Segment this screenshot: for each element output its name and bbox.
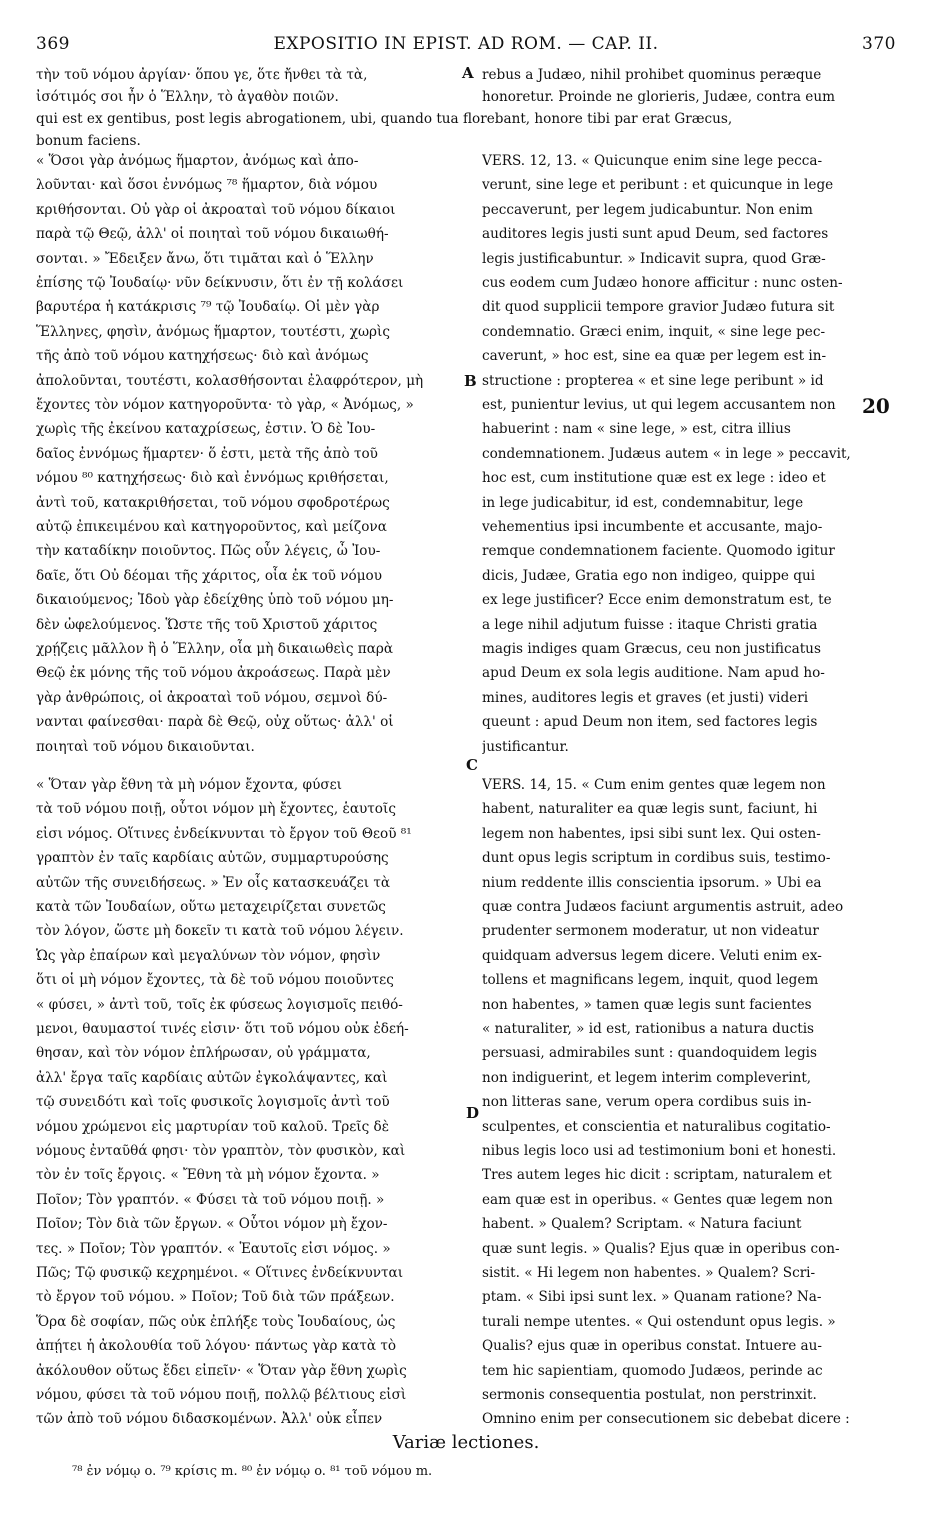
intro-wide-line: qui est ex gentibus, post legis abrogationem, ubi, quando tua florebant, honore tibi par erat Græcus, [36,111,733,127]
greek-line: ἀλλ' ἔργα ταῖς καρδίαις αὐτῶν ἐγκολάψαντες, καὶ [36,1069,388,1086]
latin-line: VERS. 14, 15. « Cum enim gentes quæ legem non [482,777,826,793]
intro-wide-line: bonum faciens. [36,133,141,149]
greek-line: Ποῖον; Τὸν γραπτόν. « Φύσει τὰ τοῦ νόμου ποιῇ. » [36,1191,385,1208]
latin-line: nibus legis loco usi ad testimonium boni et honesti. [482,1143,837,1159]
latin-line: quæ contra Judæos faciunt argumentis astruit, adeo [482,899,844,915]
greek-line: λοῦνται· καὶ ὅσοι ἐννόμως ⁷⁸ ἥμαρτον, διὰ νόμου [36,177,378,194]
greek-line: αὐτῷ ἐπικειμένου καὶ κατηγοροῦντος, καὶ μείζονα [36,519,387,535]
variae-lectiones-notes: ⁷⁸ ἐν νόμῳ o. ⁷⁹ κρίσις m. ⁸⁰ ἐν νόμῳ o. ⁸¹ τοῦ νόμου m. [72,1464,433,1479]
latin-line: magis indiges quam Græcus, ceu non justificatus [482,641,821,657]
greek-line: « Ὅταν γὰρ ἔθνη τὰ μὴ νόμον ἔχοντα, φύσει [36,777,342,793]
latin-line: prudenter sermonem moderatur, ut non videatur [482,923,819,940]
latin-line: justificantur. [482,738,569,755]
latin-line: eam quæ est in operibus. « Gentes quæ legem non [482,1191,833,1208]
greek-line: Θεῷ ἐκ μόνης τῆς τοῦ νόμου ἀκροάσεως. Παρὰ μὲν [36,665,391,682]
greek-line: εἰσι νόμος. Οἵτινες ἐνδείκνυνται τὸ ἔργον τοῦ Θεοῦ ⁸¹ [36,825,412,842]
latin-line: hoc est, cum institutione quæ est ex lege : ideo et [482,470,826,487]
latin-line: in lege judicabitur, id est, condemnabitur, lege [482,494,804,511]
latin-line: apud Deum ex sola legis auditione. Nam apud ho- [482,665,825,682]
latin-line: caverunt, » hoc est, sine ea quæ per legem est in- [482,348,827,365]
latin-line: turali nempe utentes. « Qui ostendunt opus legis. » [482,1313,836,1330]
greek-line: Ὡς γὰρ ἐπαίρων καὶ μεγαλύνων τὸν νόμον, φησὶν [36,947,381,964]
latin-line: tem hic sapientiam, quomodo Judæos, perinde ac [482,1362,823,1379]
variae-lectiones-title: Variæ lectiones. [392,1432,540,1453]
greek-line: ἔχοντες τὸν νόμον κατηγοροῦντα· τὸ γὰρ, « Ἀνόμως, » [36,397,414,413]
greek-line: δὲν ὠφελούμενος. Ὥστε τῆς τοῦ Χριστοῦ χάριτος [36,616,378,633]
greek-line: γὰρ ἀνθρώποις, οἱ ἀκροαταὶ τοῦ νόμου, σεμνοὶ δύ- [36,689,388,706]
intro-latin-line: honoretur. Proinde ne glorieris, Judæe, contra eum [482,89,835,105]
greek-line: τὸ ἔργον τοῦ νόμου. » Ποῖον; Τοῦ διὰ τῶν πράξεων. [36,1289,395,1306]
latin-line: habent, naturaliter ea quæ legis sunt, faciunt, hi [482,801,818,818]
latin-line: legis justificabuntur. » Indicavit supra, quod Græ- [482,250,826,267]
greek-line: νόμου χρώμενοι εἰς μαρτυρίαν τοῦ καλοῦ. Τρεῖς δὲ [36,1118,390,1135]
latin-line: vehementius ipsi incumbente et accusante, majo- [482,519,823,535]
greek-line: νόμου ⁸⁰ κατηχήσεως· διὸ καὶ ἐννόμως κριθήσεται, [36,470,389,487]
margin-letter-d: D [466,1104,480,1122]
greek-line: σονται. » Ἔδειξεν ἄνω, ὅτι τιμᾶται καὶ ὁ Ἕλλην [36,250,374,267]
intro-greek-line: τὴν τοῦ νόμου ἀργίαν· ὅπου γε, ὅτε ἤνθει τὰ τὰ, [36,67,368,83]
column-number-marker: 20 [862,394,890,418]
greek-line: τὸν λόγον, ὥστε μὴ δοκεῖν τι κατὰ τοῦ νόμου λέγειν. [36,923,404,940]
latin-line: mines, auditores legis et graves (et justi) videri [482,689,809,706]
latin-line: cus eodem cum Judæo honore afficitur : nunc osten- [482,275,843,291]
greek-line: Ἕλληνες, φησὶν, ἀνόμως ἥμαρτον, τουτέστι, χωρὶς [36,323,390,340]
intro-greek-line: ἰσότιμός σοι ἦν ὁ Ἕλλην, τὸ ἀγαθὸν ποιῶν. [36,89,339,105]
latin-line: sculpentes, et conscientia et naturalibus cogitatio- [482,1118,831,1135]
latin-line: non indiguerint, et legem interim compleverint, [482,1069,812,1086]
latin-line: peccaverunt, per legem judicabuntur. Non enim [482,201,813,218]
greek-line: ποιηταὶ τοῦ νόμου δικαιοῦνται. [36,738,255,755]
page-number-right: 370 [862,34,896,54]
greek-line: χωρὶς τῆς ἐκείνου καταχρίσεως, ἐστιν. Ὁ δὲ Ἰου- [36,421,376,438]
greek-line: « Ὅσοι γὰρ ἀνόμως ἥμαρτον, ἀνόμως καὶ ἀπο- [36,153,359,169]
greek-line: Ὅρα δὲ σοφίαν, πῶς οὐκ ἐπλήξε τοὺς Ἰουδαίους, ὡς [36,1313,396,1330]
latin-line: Omnino enim per consecutionem sic debebat dicere : [482,1411,850,1428]
greek-line: θησαν, καὶ τὸν νόμον ἐπλήρωσαν, οὐ γράμματα, [36,1045,371,1062]
latin-line: queunt : apud Deum non item, sed factores legis [482,714,818,731]
greek-line: « φύσει, » ἀντὶ τοῦ, τοῖς ἐκ φύσεως λογισμοῖς πειθό- [36,996,403,1013]
latin-line: « naturaliter, » id est, rationibus a natura ductis [482,1021,815,1037]
greek-line: τῶν ἀπὸ τοῦ νόμου διδασκομένων. Ἀλλ' οὐκ εἶπεν [36,1411,383,1428]
greek-line: αὐτῶν τῆς συνειδήσεως. » Ἐν οἷς κατασκευάζει τὰ [36,874,391,891]
greek-line: τῆς ἀπὸ τοῦ νόμου κατηχήσεως· διὸ καὶ ἀνόμως [36,348,369,365]
latin-line: verunt, sine lege et peribunt : et quicunque in lege [482,177,834,194]
latin-line: condemnationem. Judæus autem « in lege » peccavit, [482,445,851,462]
greek-line: ὅτι οἱ μὴ νόμον ἔχοντες, τὰ δὲ τοῦ νόμου ποιοῦντες [36,972,394,989]
latin-line: non habentes, » tamen quæ legis sunt facientes [482,996,812,1013]
greek-line: παρὰ τῷ Θεῷ, ἀλλ' οἱ ποιηταὶ τοῦ νόμου δικαιωθή- [36,226,389,243]
page-title: EXPOSITIO IN EPIST. AD ROM. — CAP. II. [273,34,659,54]
greek-line: δαῖος ἐννόμως ἥμαρτεν· ὅ ἐστι, μετὰ τῆς ἀπὸ τοῦ [36,445,378,462]
greek-line: Πῶς; Τῷ φυσικῷ κεχρημένοι. « Οἵτινες ἐνδείκνυνται [36,1265,404,1281]
greek-line: τὴν καταδίκην ποιοῦντος. Πῶς οὖν λέγεις, ὦ Ἰου- [36,543,381,560]
greek-line: βαρυτέρα ἡ κατάκρισις ⁷⁹ τῷ Ἰουδαίῳ. Οἱ μὲν γὰρ [36,299,380,316]
greek-line: χρῄζεις μᾶλλον ἢ ὁ Ἕλλην, οἷα μὴ δικαιωθεὶς παρὰ [36,641,394,657]
intro-latin-line: rebus a Judæo, nihil prohibet quominus peræque [482,67,822,83]
latin-line: habuerint : nam « sine lege, » est, citra illius [482,421,791,438]
latin-line: persuasi, admirabiles sunt : quandoquidem legis [482,1045,817,1062]
latin-line: auditores legis justi sunt apud Deum, sed factores [482,226,829,243]
margin-letter-c: C [466,756,478,774]
greek-line: δαῖε, ὅτι Οὐ δέομαι τῆς χάριτος, οἷα ἐκ τοῦ νόμου [36,567,382,584]
latin-line: quidquam adversus legem dicere. Veluti enim ex- [482,947,822,964]
greek-line: μενοι, θαυμαστοί τινές εἰσιν· ὅτι τοῦ νόμου οὐκ ἐδεή- [36,1021,409,1037]
running-head [36,34,896,58]
greek-line: ἀκόλουθον οὕτως ἔδει εἰπεῖν· « Ὅταν γὰρ ἔθνη χωρὶς [36,1362,407,1379]
latin-line: non litteras sane, verum opera cordibus suis in- [482,1094,812,1111]
latin-line: structione : propterea « et sine lege peribunt » id [482,372,824,389]
latin-line: ptam. « Sibi ipsi sunt lex. » Quanam ratione? Na- [482,1289,822,1306]
latin-line: dit quod supplicii tempore gravior Judæo futura sit [482,299,835,316]
latin-line: Qualis? ejus quæ in operibus constat. Intuere au- [482,1338,823,1355]
greek-line: Ποῖον; Τὸν διὰ τῶν ἔργων. « Οὗτοι νόμον μὴ ἔχον- [36,1216,388,1233]
greek-line: τὰ τοῦ νόμου ποιῇ, οὗτοι νόμον μὴ ἔχοντες, ἑαυτοῖς [36,801,396,818]
latin-line: Tres autem leges hic dicit : scriptam, naturalem et [482,1167,832,1184]
greek-line: τῷ συνειδότι καὶ τοῖς φυσικοῖς λογισμοῖς ἀντὶ τοῦ [36,1094,390,1111]
greek-line: ἀπῄτει ἡ ἀκολουθία τοῦ λόγου· πάντως γὰρ κατὰ τὸ [36,1338,397,1355]
latin-line: habent. » Qualem? Scriptam. « Natura faciunt [482,1216,802,1233]
latin-line: condemnatio. Græci enim, inquit, « sine lege pec- [482,323,826,340]
latin-line: ex lege justificer? Ecce enim demonstratum est, te [482,592,832,609]
latin-line: tollens et magnificans legem, inquit, quod legem [482,972,819,989]
latin-line: dunt opus legis scriptum in cordibus suis, testimo- [482,850,831,867]
latin-line: sermonis consequentia postulat, non perstrinxit. [482,1387,817,1403]
latin-line: est, punientur levius, ut qui legem accusantem non [482,397,836,413]
greek-line: ἀπολοῦνται, τουτέστι, κολασθήσονται ἐλαφρότερον, μὴ [36,372,424,389]
latin-line: a lege nihil adjutum fuisse : itaque Christi gratia [482,616,818,633]
latin-line: remque condemnationem faciente. Quomodo igitur [482,543,835,560]
greek-line: ἀντὶ τοῦ, κατακριθήσεται, τοῦ νόμου σφοδροτέρως [36,494,390,511]
margin-letter-a: A [462,64,474,82]
greek-line: γραπτὸν ἐν ταῖς καρδίαις αὐτῶν, συμμαρτυρούσης [36,850,389,867]
latin-line: dicis, Judæe, Gratia ego non indigeo, quippe qui [482,567,816,584]
greek-line: κριθήσονται. Οὐ γὰρ οἱ ἀκροαταὶ τοῦ νόμου δίκαιοι [36,201,396,218]
latin-line: legem non habentes, ipsi sibi sunt lex. Qui osten- [482,825,821,842]
page-number-left: 369 [36,34,70,54]
greek-line: δικαιούμενος; Ἰδοὺ γὰρ ἐδείχθης ὑπὸ τοῦ νόμου μη- [36,592,394,609]
latin-line: nium reddente illis conscientia ipsorum. » Ubi ea [482,874,822,891]
greek-line: κατὰ τῶν Ἰουδαίων, οὕτω μεταχειρίζεται συνετῶς [36,899,386,915]
greek-line: τες. » Ποῖον; Τὸν γραπτόν. « Ἑαυτοῖς εἰσι νόμος. » [36,1240,391,1257]
greek-line: τὸν ἐν τοῖς ἔργοις. « Ἔθνη τὰ μὴ νόμον ἔχοντα. » [36,1167,380,1184]
greek-line: ἐπίσης τῷ Ἰουδαίῳ· νῦν δείκνυσιν, ὅτι ἐν τῇ κολάσει [36,275,404,291]
latin-line: quæ sunt legis. » Qualis? Ejus quæ in operibus con- [482,1240,840,1257]
greek-line: νόμου, φύσει τὰ τοῦ νόμου ποιῇ, πολλῷ βέλτιους εἰσὶ [36,1387,407,1403]
margin-letter-b: B [464,372,477,390]
latin-line: VERS. 12, 13. « Quicunque enim sine lege pecca- [482,153,823,169]
greek-line: νόμους ἐνταῦθά φησι· τὸν γραπτὸν, τὸν φυσικὸν, καὶ [36,1143,406,1159]
greek-line: νανται φαίνεσθαι· παρὰ δὲ Θεῷ, οὐχ οὕτως· ἀλλ' οἱ [36,714,394,731]
latin-line: sistit. « Hi legem non habentes. » Qualem? Scri- [482,1265,816,1281]
